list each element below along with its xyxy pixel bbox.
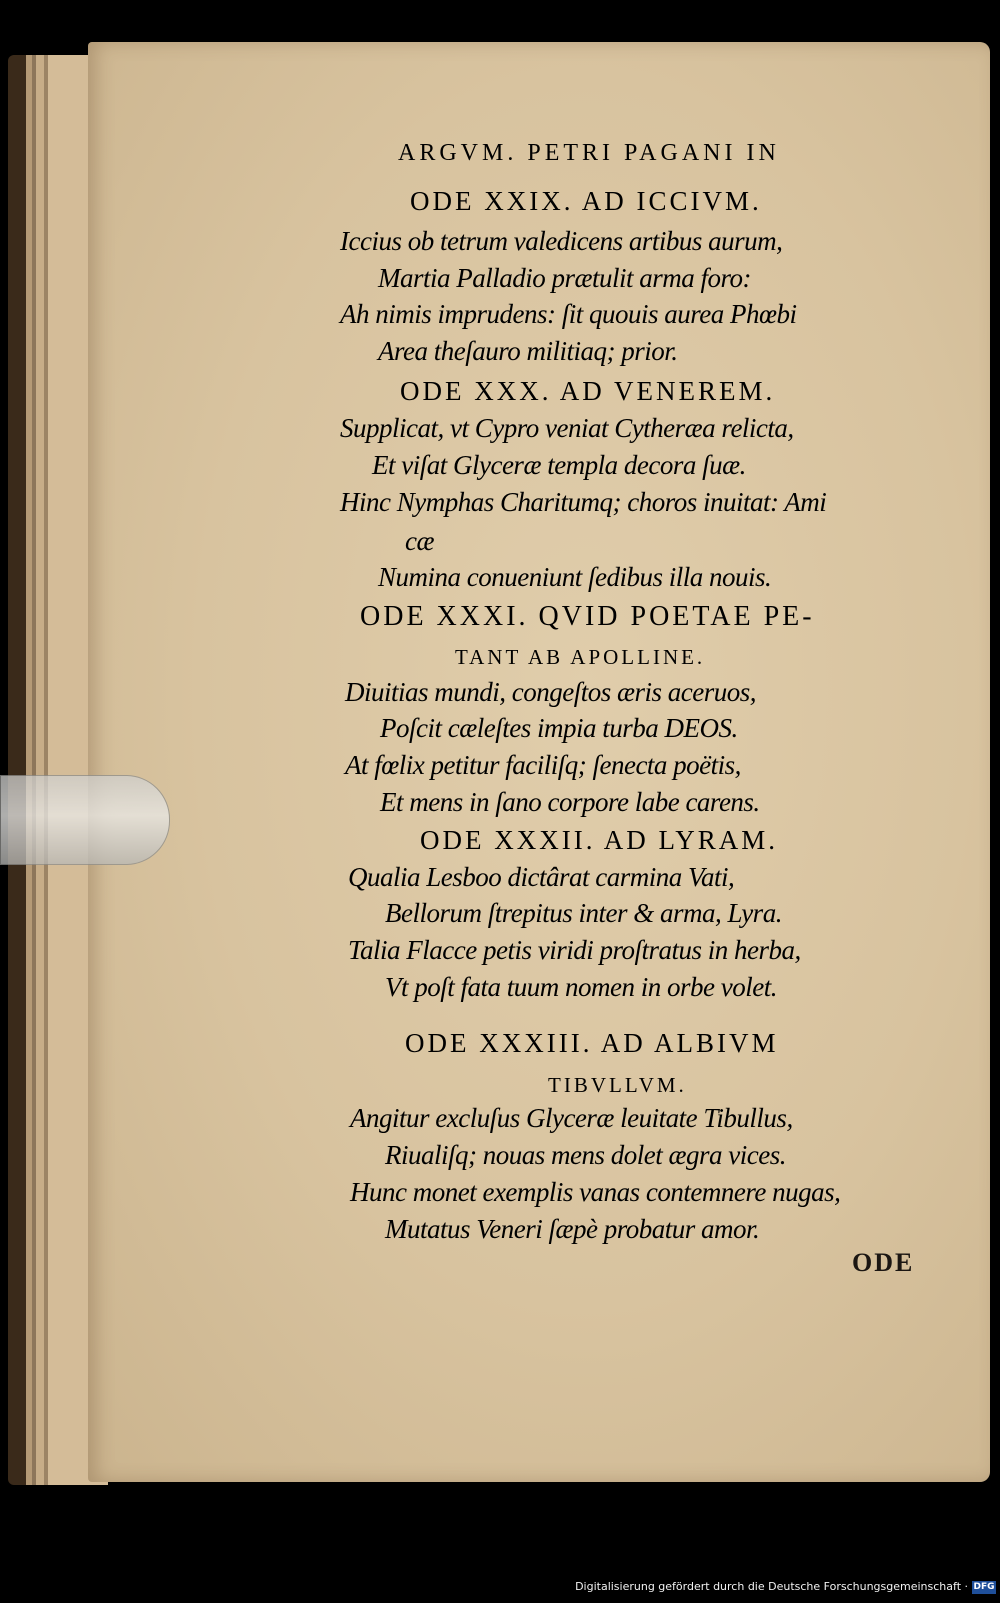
verse-line: Bellorum ſtrepitus inter & arma, Lyra. <box>385 898 782 928</box>
ode-heading: ODE XXXII. AD LYRAM. <box>420 825 779 855</box>
verse-line: Diuitias mundi, congeſtos æris aceruos, <box>345 677 756 707</box>
ode-heading-continued: TIBVLLVM. <box>548 1073 687 1097</box>
ode-heading: ODE XXX. AD VENEREM. <box>400 376 776 406</box>
verse-line: Iccius ob tetrum valedicens artibus aurum, <box>340 226 783 256</box>
verse-line: Ah nimis imprudens: ſit quouis aurea Phœbi <box>340 299 797 329</box>
verse-line: Poſcit cæleſtes impia turba DEOS. <box>380 713 738 743</box>
verse-line: Et mens in ſano corpore labe carens. <box>380 787 760 817</box>
page-clip <box>0 775 170 865</box>
ode-heading: ODE XXIX. AD ICCIVM. <box>410 186 762 216</box>
verse-line: Hunc monet exemplis vanas contemnere nugas, <box>350 1177 841 1207</box>
verse-line: Vt poſt fata tuum nomen in orbe volet. <box>385 972 777 1002</box>
running-header: ARGVM. PETRI PAGANI IN <box>398 140 780 166</box>
footer-bar <box>0 1578 1000 1603</box>
verse-line: At fœlix petitur faciliſq; ſenecta poëtis, <box>345 750 741 780</box>
catchword: ODE <box>852 1248 915 1277</box>
ode-heading-continued: TANT AB APOLLINE. <box>455 645 706 669</box>
verse-line: Mutatus Veneri ſæpè probatur amor. <box>385 1214 760 1244</box>
verse-line: Qualia Lesboo dictârat carmina Vati, <box>348 862 735 892</box>
verse-line: Talia Flacce petis viridi proſtratus in herba, <box>348 935 801 965</box>
verse-line: Area theſauro militiaq; prior. <box>378 336 678 366</box>
verse-line: Martia Palladio prætulit arma foro: <box>378 263 752 293</box>
dfg-logo-icon: DFG <box>973 1582 995 1592</box>
verse-line: cæ <box>405 526 434 556</box>
verse-line: Numina conueniunt ſedibus illa nouis. <box>378 562 772 592</box>
ode-heading: ODE XXXIII. AD ALBIVM <box>405 1028 779 1058</box>
funding-credit: Digitalisierung gefördert durch die Deutsche Forschungsgemeinschaft · <box>575 1580 968 1593</box>
verse-line: Angitur excluſus Glyceræ leuitate Tibullus, <box>350 1103 793 1133</box>
verse-line: Hinc Nymphas Charitumq; choros inuitat: Ami <box>340 487 827 517</box>
verse-line: Et viſat Glyceræ templa decora ſuæ. <box>372 450 746 480</box>
verse-line: Riualiſq; nouas mens dolet ægra vices. <box>385 1140 786 1170</box>
ode-heading: ODE XXXI. QVID POETAE PE- <box>360 601 815 632</box>
verse-line: Supplicat, vt Cypro veniat Cytheræa relicta, <box>340 413 794 443</box>
